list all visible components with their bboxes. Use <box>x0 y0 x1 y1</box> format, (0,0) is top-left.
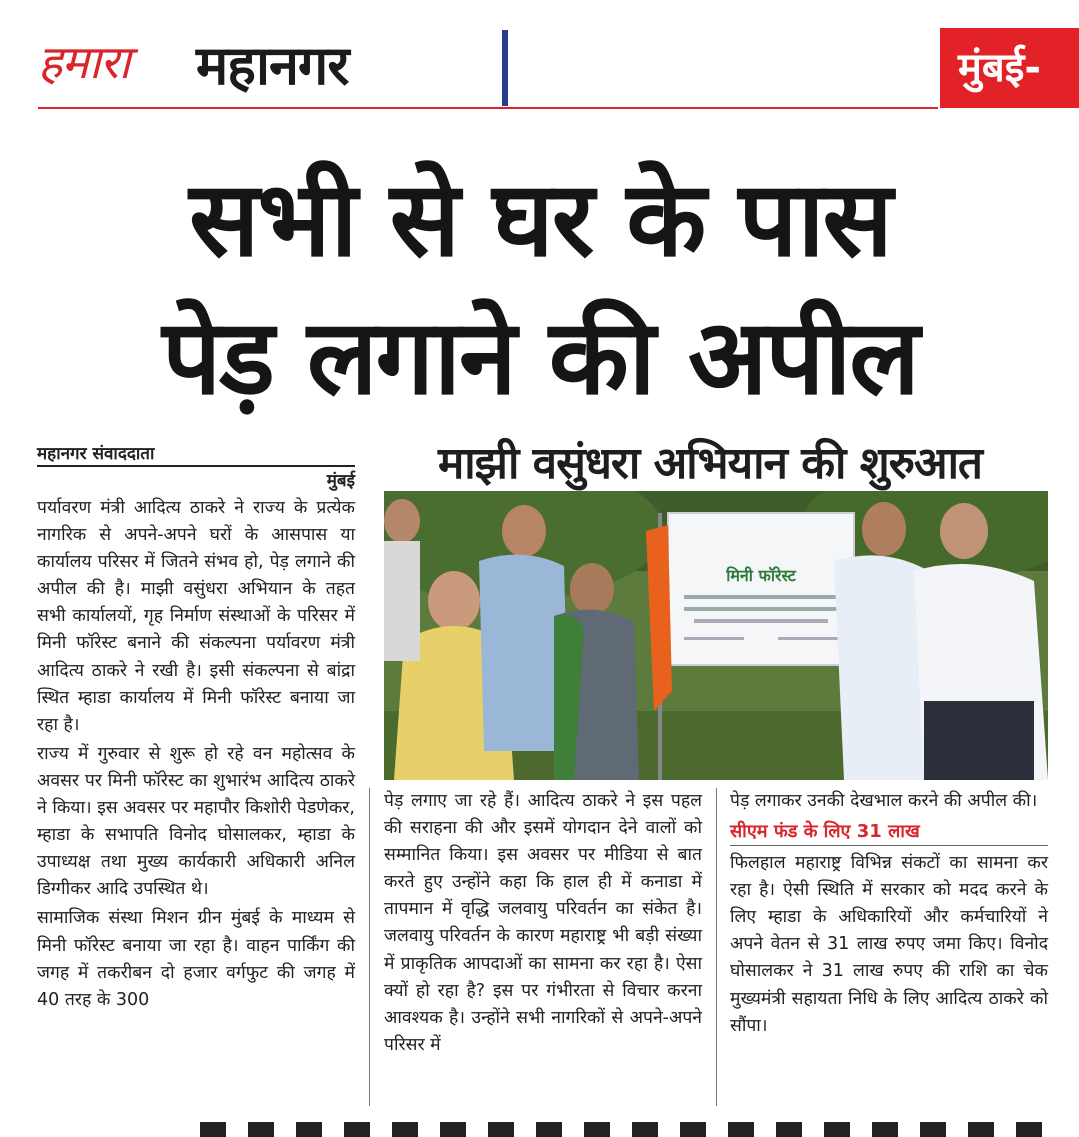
headline-line-1: सभी से घर के पास <box>189 158 891 280</box>
byline: महानगर संवाददाता <box>37 441 355 467</box>
sign-title: मिनी फॉरेस्ट <box>726 566 796 585</box>
article-column-3 <box>730 788 1048 1040</box>
paragraph: पर्यावरण मंत्री आदित्य ठाकरे ने राज्य के प्रत्येक नागरिक से अपने-अपने घरों के आसपास या कार्यालय परिसर में जितने संभव हो, पेड़ लगाने की अपील की है। माझी वसुंधरा अभियान के तहत सभी कार्यालयों, गृह निर्माण संस्थाओं के परिसर में मिनी फॉरेस्ट बनाने की संकल्पना पर्यावरण मंत्री आदित्य ठाकरे ने रखी है। इसी संकल्पना से बांद्रा स्थित म्हाडा कार्यालय में मिनी फॉरेस्ट बनाया जा रहा है। <box>37 498 355 735</box>
event-photo <box>384 491 1048 780</box>
article-column-2 <box>384 788 702 1059</box>
subhead: माझी वसुंधरा अभियान की शुरुआत <box>437 438 983 489</box>
event-photo-illustration <box>384 491 1048 780</box>
column-divider <box>369 788 370 1106</box>
paragraph: फिलहाल महाराष्ट्र विभिन्न संकटों का सामना कर रहा है। ऐसी स्थिति में सरकार को मदद करने के लिए म्हाडा के अधिकारियों और कर्मचारियों ने अपने वेतन से 31 लाख रुपए जमा किए। विनोद घोसालकर ने 31 लाख रुपए की राशि का चेक मुख्यमंत्री सहायता निधि के लिए आदित्य ठाकरे को सौंपा। <box>730 853 1048 1036</box>
headline <box>20 150 1060 426</box>
paragraph: पेड़ लगाए जा रहे हैं। आदित्य ठाकरे ने इस पहल की सराहना की और इसमें योगदान देने वालों को सम्मानित किया। इस अवसर पर मीडिया से बात करते हुए उन्होंने कहा कि हाल ही में कनाडा में तापमान में वृद्धि जलवायु परिवर्तन का संकेत है। जलवायु परिवर्तन के कारण महाराष्ट्र भी बड़ी संख्या में प्राकृतिक आपदाओं का सामना कर रहा है। ऐसा क्यों हो रहा है? इस पर गंभीरता से विचार करना आवश्यक है। उन्होंने सभी नागरिकों से अपने-अपने परिसर में <box>384 791 702 1055</box>
paragraph: पेड़ लगाकर उनकी देखभाल करने की अपील की। <box>730 791 1038 811</box>
paragraph: सामाजिक संस्था मिशन ग्रीन मुंबई के माध्यम से मिनी फॉरेस्ट बनाया जा रहा है। वाहन पार्किंग की जगह में तकरीबन दो हजार वर्गफुट की जगह में 40 तरह के 300 <box>37 908 355 1010</box>
paragraph: राज्य में गुरुवार से शुरू हो रहे वन महोत्सव के अवसर पर मिनी फॉरेस्ट का शुभारंभ आदित्य ठाकरे ने किया। इस अवसर पर महापौर किशोरी पेडणेकर, म्हाडा के सभापति विनोद घोसालकर, म्हाडा के उपाध्यक्ष तथा मुख्य कार्यकारी अधिकारी अनिल डिग्गीकर आदि उपस्थित थे। <box>37 743 355 900</box>
dateline: मुंबई <box>326 471 355 491</box>
article-column-1 <box>37 495 355 1014</box>
headline-line-2: पेड़ लगाने की अपील <box>162 296 918 418</box>
brand-name-bold: महानगर <box>196 34 349 97</box>
masthead <box>0 0 1079 112</box>
city-label: मुंबई- <box>940 28 1079 108</box>
next-article-strip <box>200 1122 1060 1137</box>
brand-divider-bar <box>502 30 508 106</box>
brand-name-italic: हमारा <box>38 35 130 89</box>
section-subhead: सीएम फंड के लिए 31 लाख <box>730 819 1048 846</box>
column-divider <box>716 788 717 1106</box>
masthead-rule <box>38 107 938 109</box>
